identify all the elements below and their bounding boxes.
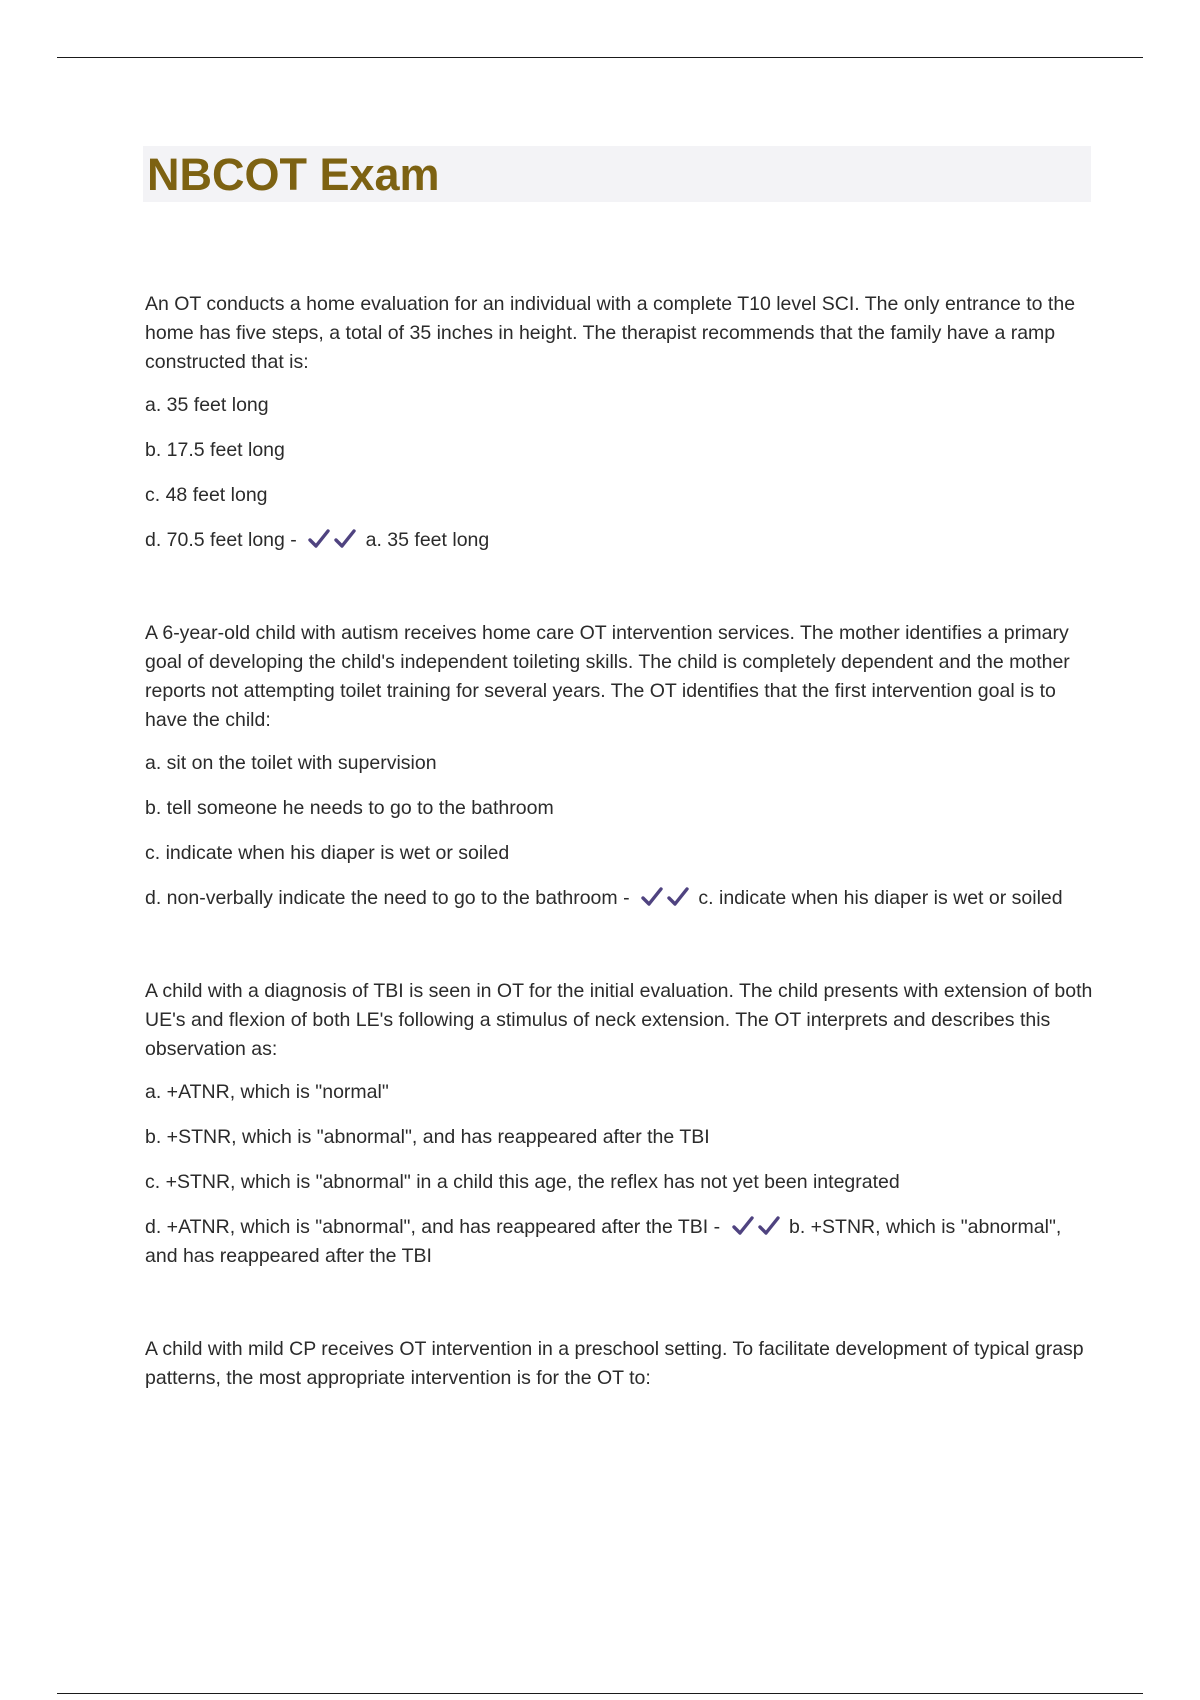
option-a: a. 35 feet long — [145, 394, 269, 416]
option-a: a. sit on the toilet with supervision — [145, 752, 437, 774]
document-title: NBCOT Exam — [147, 149, 440, 200]
questions-list — [145, 290, 1095, 1457]
title-bar — [143, 146, 1091, 202]
option-d: d. +ATNR, which is "abnormal", and has reappeared after the TBI - — [145, 1216, 721, 1238]
option-b: b. +STNR, which is "abnormal", and has reappeared after the TBI — [145, 1126, 710, 1148]
bottom-rule — [57, 1693, 1143, 1694]
option-b: b. tell someone he needs to go to the bathroom — [145, 797, 554, 819]
option-d: d. non-verbally indicate the need to go to the bathroom - — [145, 887, 630, 909]
question-2 — [145, 619, 1095, 913]
option-a: a. +ATNR, which is "normal" — [145, 1081, 389, 1103]
option-d: d. 70.5 feet long - — [145, 529, 297, 551]
option-c: c. indicate when his diaper is wet or soiled — [145, 842, 510, 864]
question-4 — [145, 1335, 1095, 1393]
answer-text: b. +STNR, which is "abnormal", and has reappeared after the TBI — [145, 1216, 1062, 1267]
answer-text: c. indicate when his diaper is wet or soiled — [698, 887, 1063, 909]
double-check-icon — [306, 526, 358, 555]
question-stem: A child with mild CP receives OT intervention in a preschool setting. To facilitate development of typical grasp patterns, the most appropriate intervention is for the OT to: — [145, 1338, 1084, 1389]
question-stem: A child with a diagnosis of TBI is seen in OT for the initial evaluation. The child presents with extension of both UE's and flexion of both LE's following a stimulus of neck extension. The OT interprets and describes this observation as: — [145, 980, 1093, 1060]
double-check-icon — [639, 884, 691, 913]
question-stem: A 6-year-old child with autism receives home care OT intervention services. The mother identifies a primary goal of developing the child's independent toileting skills. The child is completely dependent and the mother reports not attempting toilet training for several years. The OT identifies that the first intervention goal is to have the child: — [145, 622, 1070, 731]
option-b: b. 17.5 feet long — [145, 439, 285, 461]
question-stem: An OT conducts a home evaluation for an individual with a complete T10 level SCI. The only entrance to the home has five steps, a total of 35 inches in height. The therapist recommends that the family have a ramp constructed that is: — [145, 293, 1076, 373]
option-c: c. 48 feet long — [145, 484, 268, 506]
question-1 — [145, 290, 1095, 555]
double-check-icon — [730, 1213, 782, 1242]
top-rule — [57, 57, 1143, 58]
answer-text: a. 35 feet long — [365, 529, 490, 551]
option-d-with-answer — [145, 526, 1095, 555]
option-d-with-answer — [145, 1213, 1095, 1271]
option-d-with-answer — [145, 884, 1095, 913]
option-c: c. +STNR, which is "abnormal" in a child this age, the reflex has not yet been integrated — [145, 1171, 900, 1193]
question-3 — [145, 977, 1095, 1271]
